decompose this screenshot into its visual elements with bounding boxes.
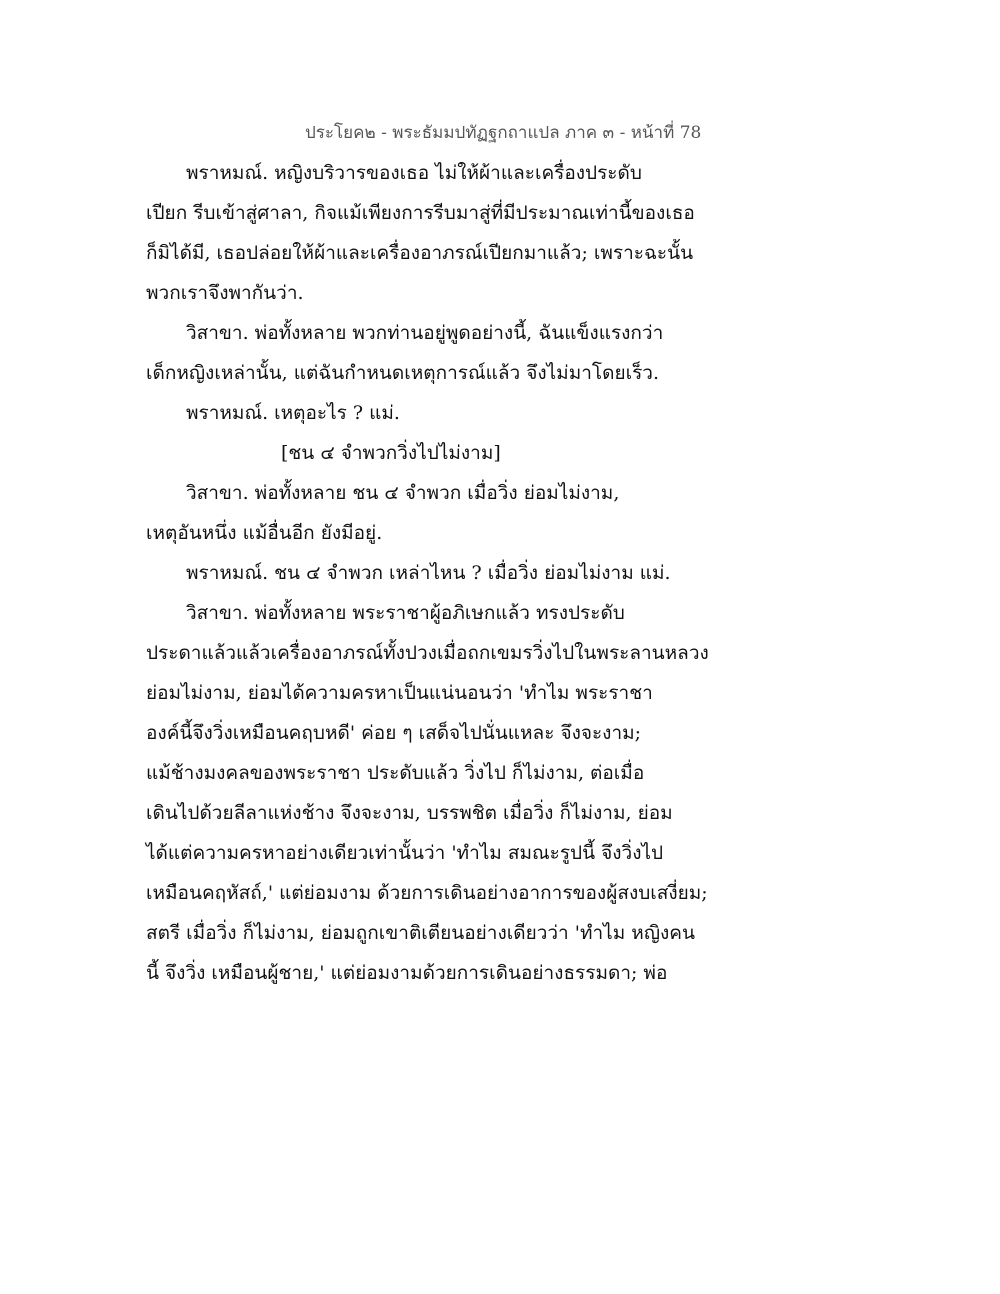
text-line: พวกเราจึงพากันว่า. [146,282,304,304]
text-line: วิสาขา. พ่อทั้งหลาย พระราชาผู้อภิเษกแล้ว ทรงประดับ [186,602,625,624]
text-line: พราหมณ์. หญิงบริวารของเธอ ไม่ให้ผ้าและเครื่องประดับ [186,162,642,184]
text-line: แม้ช้างมงคลของพระราชา ประดับแล้ว วิ่งไป ก็ไม่งาม, ต่อเมื่อ [146,762,645,784]
text-line: นี้ จึงวิ่ง เหมือนผู้ชาย,' แต่ย่อมงามด้วยการเดินอย่างธรรมดา; พ่อ [146,962,668,984]
text-line: ย่อมไม่งาม, ย่อมได้ความครหาเป็นแน่นอนว่า 'ทำไม พระราชา [146,682,653,704]
text-line: เดินไปด้วยลีลาแห่งช้าง จึงจะงาม, บรรพชิต เมื่อวิ่ง ก็ไม่งาม, ย่อม [146,802,673,824]
text-line: ประดาแล้วแล้วเครื่องอาภรณ์ทั้งปวงเมื่อถกเขมรวิ่งไปในพระลานหลวง [146,642,709,664]
text-line: เหมือนคฤหัสถ์,' แต่ย่อมงาม ด้วยการเดินอย่างอาการของผู้สงบเสงี่ยม; [146,882,708,904]
text-line: องค์นี้จึงวิ่งเหมือนคฤบหดี' ค่อย ๆ เสด็จไปนั่นแหละ จึงจะงาม; [146,722,642,744]
text-line: พราหมณ์. ชน ๔ จำพวก เหล่าไหน ? เมื่อวิ่ง ย่อมไม่งาม แม่. [186,562,671,584]
body-text [146,153,709,993]
text-line: เปียก รีบเข้าสู่ศาลา, กิจแม้เพียงการรีบมาสู่ที่มีประมาณเท่านี้ของเธอ [146,202,695,224]
text-line: สตรี เมื่อวิ่ง ก็ไม่งาม, ย่อมถูกเขาติเตียนอย่างเดียวว่า 'ทำไม หญิงคน [146,922,695,944]
text-line: เด็กหญิงเหล่านั้น, แต่ฉันกำหนดเหตุการณ์แล้ว จึงไม่มาโดยเร็ว. [146,362,659,384]
text-line: วิสาขา. พ่อทั้งหลาย ชน ๔ จำพวก เมื่อวิ่ง ย่อมไม่งาม, [186,482,620,504]
text-line: เหตุอันหนึ่ง แม้อื่นอีก ยังมีอยู่. [146,522,383,544]
text-line: พราหมณ์. เหตุอะไร ? แม่. [186,402,400,424]
text-line: วิสาขา. พ่อทั้งหลาย พวกท่านอยู่พูดอย่างนี้, ฉันแข็งแรงกว่า [186,322,664,344]
text-line: ก็มิได้มี, เธอปล่อยให้ผ้าและเครื่องอาภรณ์เปียกมาแล้ว; เพราะฉะนั้น [146,242,694,264]
text-line: ได้แต่ความครหาอย่างเดียวเท่านั้นว่า 'ทำไม สมณะรูปนี้ จึงวิ่งไป [146,842,664,864]
section-heading: [ชน ๔ จำพวกวิ่งไปไม่งาม] [281,442,501,464]
running-header: ประโยค๒ - พระธัมมปทัฏฐกถาแปล ภาค ๓ - หน้าที่ 78 [305,123,702,143]
